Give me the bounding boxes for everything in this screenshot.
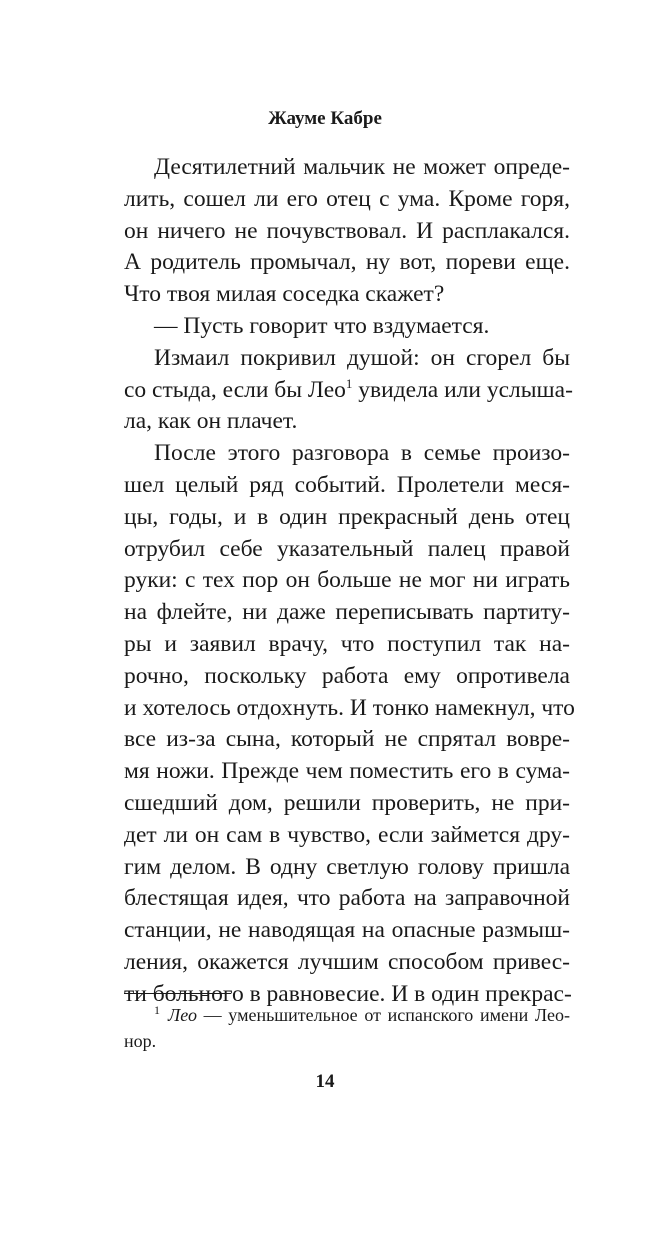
footnote-text: — уменьшительное от испанского имени Лео- bbox=[196, 1005, 570, 1025]
text-line: лить, сошел ли его отец с ума. Кроме горя, bbox=[124, 185, 570, 212]
text-line: дет ли он сам в чувство, если займется дру- bbox=[124, 821, 570, 848]
text-line: рочно, поскольку работа ему опротивела bbox=[124, 662, 570, 689]
text-line: ления, окажется лучшим способом привес- bbox=[124, 948, 570, 975]
text-line: А родитель промычал, ну вот, пореви еще. bbox=[124, 249, 570, 276]
footnote-divider bbox=[124, 993, 231, 994]
footnote-reference[interactable]: 1 bbox=[345, 375, 353, 391]
text-line: блестящая идея, что работа на заправочной bbox=[124, 885, 570, 912]
text-line: После этого разговора в семье произо- bbox=[154, 440, 570, 467]
text-line: гим делом. В одну светлую голову пришла bbox=[124, 853, 570, 880]
text-line: цы, годы, и в один прекрасный день отец bbox=[124, 503, 570, 530]
text-line: Что твоя милая соседка скажет? bbox=[124, 281, 445, 308]
footnote bbox=[124, 1002, 570, 1054]
footnote-line bbox=[124, 1002, 570, 1028]
text-line-dialogue: — Пусть говорит что вздумается. bbox=[154, 312, 490, 339]
footnote-term: Лео bbox=[168, 1005, 197, 1025]
body-text bbox=[124, 152, 575, 1011]
text-line: все из-за сына, который не спрятал вовре- bbox=[124, 726, 570, 753]
text-line: шел целый ряд событий. Пролетели меся- bbox=[124, 471, 570, 498]
text-line: сшедший дом, решили проверить, не при- bbox=[124, 789, 570, 816]
text-line: ры и заявил врачу, что поступил так на- bbox=[124, 630, 570, 657]
text-line: мя ножи. Прежде чем поместить его в сума- bbox=[124, 758, 570, 785]
text-line: руки: с тех пор он больше не мог ни играть bbox=[124, 567, 570, 594]
text-line: и хотелось отдохнуть. И тонко намекнул, что bbox=[124, 694, 575, 721]
text-line: на флейте, ни даже переписывать партиту- bbox=[124, 599, 570, 626]
text-line: ла, как он плачет. bbox=[124, 408, 298, 435]
footnote-line: нор. bbox=[124, 1031, 157, 1051]
text-line: отрубил себе указательный палец правой bbox=[124, 535, 570, 562]
text-line: ти больного в равновесие. И в один прекрас- bbox=[124, 980, 572, 1007]
text-segment: увидела или услыша- bbox=[358, 376, 573, 403]
text-line-with-footnote bbox=[124, 375, 573, 407]
text-line: Десятилетний мальчик не может опреде- bbox=[154, 154, 570, 180]
footnote-marker: 1 bbox=[154, 1003, 160, 1017]
text-line: станции, не наводящая на опасные размыш- bbox=[124, 917, 570, 944]
page-number: 14 bbox=[315, 1071, 335, 1092]
running-head: Жауме Кабре bbox=[268, 108, 382, 129]
text-line: он ничего не почувствовал. И расплакался. bbox=[124, 217, 570, 244]
text-segment: со стыда, если бы Лео bbox=[124, 376, 346, 403]
text-line: Измаил покривил душой: он сгорел бы bbox=[154, 344, 570, 371]
